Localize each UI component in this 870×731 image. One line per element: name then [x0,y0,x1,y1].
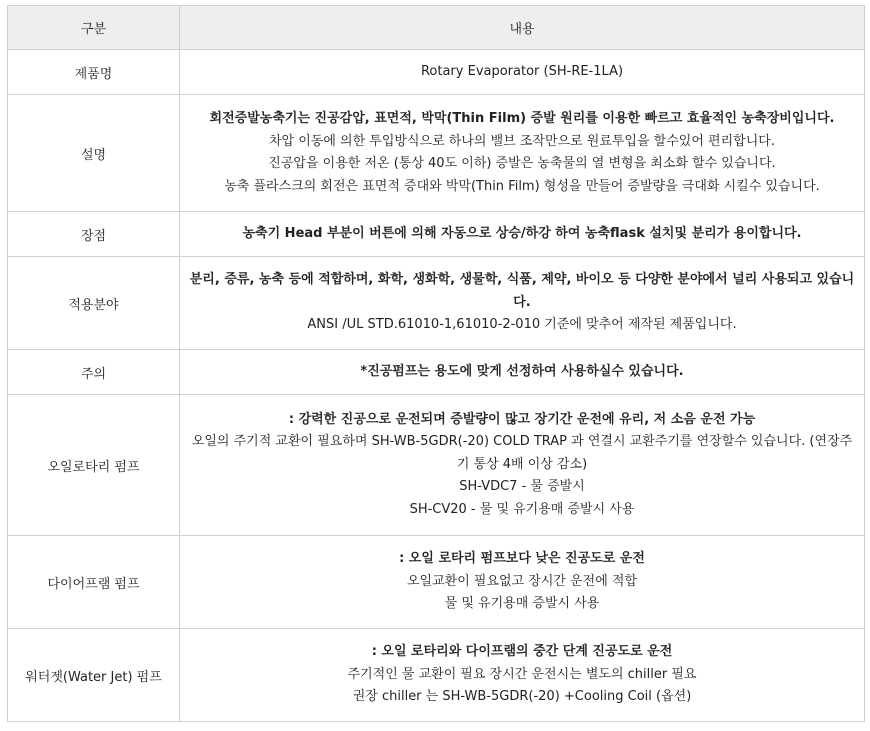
row-label: 적용분야 [8,257,180,350]
content-line: 오일의 주기적 교환이 필요하며 SH-WB-5GDR(-20) COLD TRAP 과 연결시 교환주기를 연장할수 있습니다. (연장주기 통상 4배 이상 감소) [191,434,853,472]
row-content [180,395,865,536]
row-label: 다이어프램 펌프 [8,536,180,629]
row-label: 주의 [8,350,180,395]
row-content [180,95,865,212]
content-line: 오일교환이 필요없고 장시간 운전에 적합 [406,573,637,589]
content-line: 회전증발농축기는 진공감압, 표면적, 박막(Thin Film) 증발 원리를 이용한 빠르고 효율적인 농축장비입니다. [209,111,835,126]
spec-table [7,5,865,722]
row-label: 설명 [8,95,180,212]
content-line: 주기적인 물 교환이 필요 장시간 운전시는 별도의 chiller 필요 [347,666,697,682]
content-line: ANSI /UL STD.61010-1,61010-2-010 기준에 맞추어 제작된 제품입니다. [307,317,737,333]
table-row [8,212,865,257]
row-content [180,50,865,95]
content-line: Rotary Evaporator (SH-RE-1LA) [420,63,624,79]
header-content: 내용 [180,6,865,50]
row-content [180,629,865,722]
row-label: 제품명 [8,50,180,95]
content-line: 진공압을 이용한 저온 (통상 40도 이하) 증발은 농축물의 열 변형을 최소화 할수 있습니다. [268,156,776,171]
row-label: 오일로타리 펌프 [8,395,180,536]
content-line: *진공펌프는 용도에 맞게 선정하여 사용하실수 있습니다. [360,363,684,379]
row-content [180,257,865,350]
content-line: : 오일 로타리 펌프보다 낮은 진공도로 운전 [399,551,645,567]
table-row [8,629,865,722]
table-row [8,95,865,212]
content-line: SH-CV20 - 물 및 유기용매 증발시 사용 [409,501,635,517]
row-content [180,212,865,257]
row-content [180,350,865,395]
content-line: : 오일 로타리와 다이프램의 중간 단계 진공도로 운전 [371,644,673,660]
content-line: 차압 이동에 의한 투입방식으로 하나의 밸브 조작만으로 원료투입을 할수있어 편리합니다. [269,133,775,149]
table-row [8,350,865,395]
content-line: 분리, 증류, 농축 등에 적합하며, 화학, 생화학, 생물학, 식품, 제약, 바이오 등 다양한 분야에서 널리 사용되고 있습니다. [189,272,855,310]
table-header-row [8,6,865,50]
table-body [8,50,865,722]
content-line: 권장 chiller 는 SH-WB-5GDR(-20) +Cooling Coil (옵션) [352,689,692,705]
row-content [180,536,865,629]
content-line: 농축 플라스크의 회전은 표면적 증대와 박막(Thin Film) 형성을 만들어 증발량을 극대화 시킬수 있습니다. [224,178,820,194]
row-label: 워터젯(Water Jet) 펌프 [8,629,180,722]
header-category: 구분 [8,6,180,50]
table-row [8,50,865,95]
row-label: 장점 [8,212,180,257]
spec-table-container [7,5,864,722]
content-line: : 강력한 진공으로 운전되며 증발량이 많고 장기간 운전에 유리, 저 소음 운전 가능 [288,411,756,427]
content-line: 농축기 Head 부분이 버튼에 의해 자동으로 상승/하강 하여 농축flask 설치및 분리가 용이합니다. [242,225,802,241]
table-row [8,257,865,350]
content-line: 물 및 유기용매 증발시 사용 [444,596,600,612]
table-row [8,395,865,536]
table-row [8,536,865,629]
content-line: SH-VDC7 - 물 증발시 [459,479,585,495]
